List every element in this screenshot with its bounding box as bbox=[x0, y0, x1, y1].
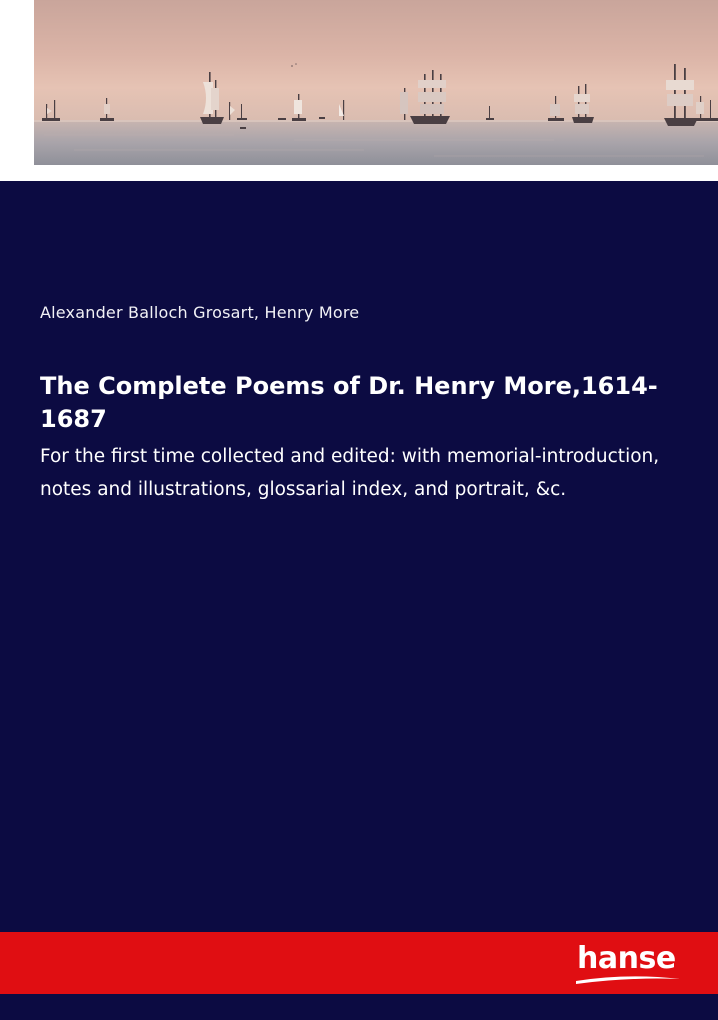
logo-swoosh-icon bbox=[574, 974, 682, 986]
cover-main-panel bbox=[0, 181, 718, 932]
tall-ships-image bbox=[34, 0, 718, 165]
bottom-band bbox=[0, 994, 718, 1020]
book-subtitle: For the first time collected and edited: with memorial-introduction, notes and illustrations, glossarial index, and portrait, &c. bbox=[40, 446, 660, 500]
hanse-logo: hanse bbox=[577, 941, 676, 976]
book-title: The Complete Poems of Dr. Henry More,1614-1687 bbox=[40, 372, 658, 433]
cover-photo bbox=[34, 0, 718, 165]
top-strip bbox=[0, 0, 718, 181]
author-names: Alexander Balloch Grosart, Henry More bbox=[40, 303, 360, 322]
